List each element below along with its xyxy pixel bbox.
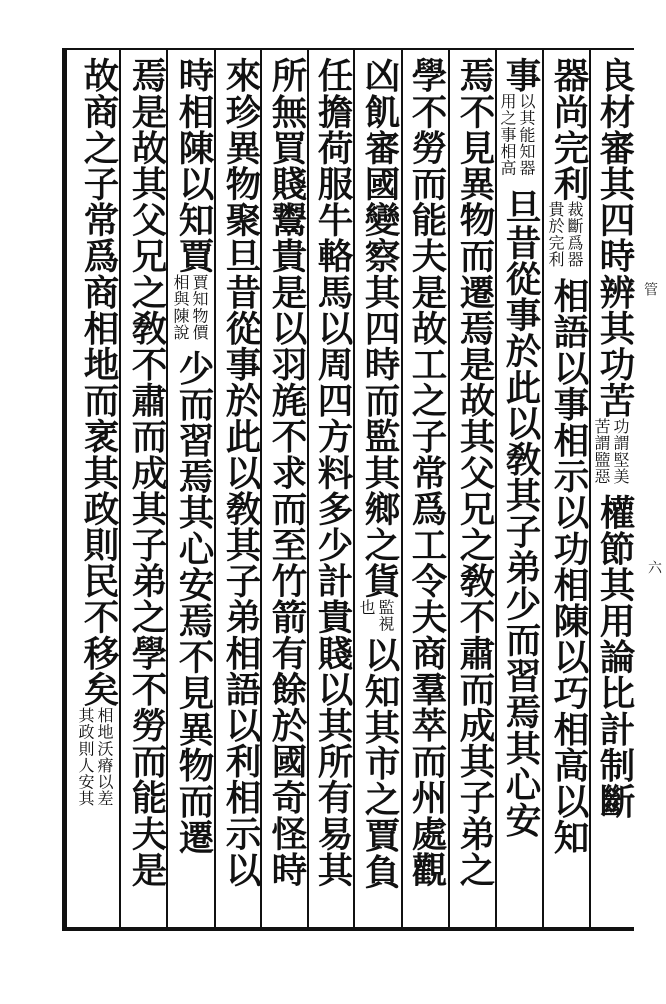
main-text: 器尚完利	[548, 57, 589, 202]
main-text: 相語以事相示以功相陳以巧相高以知	[548, 277, 589, 856]
text-column	[264, 57, 307, 888]
main-text: 所無買賤鬻貴是以羽旄不求而至竹箭有餘於國奇怪時	[266, 57, 307, 888]
main-text: 以知其市之賈負	[359, 636, 400, 890]
text-column	[218, 57, 261, 888]
main-text: 故商之子常爲商相地而衺其政則民不移矣	[78, 57, 119, 707]
main-text: 焉不見異物而遷焉是故其父兄之敎不肅而成其子弟之	[454, 57, 495, 888]
annotation-note: 裁斷爲器貴於完利	[546, 201, 584, 268]
column-rule	[214, 50, 216, 929]
text-column	[171, 57, 214, 856]
main-text: 旦昔從事於此以敎其子弟少而習焉其心安	[500, 188, 541, 838]
main-text: 少而習焉其心安焉不見異物而遷	[173, 349, 214, 856]
column-rule	[119, 50, 121, 929]
text-column	[357, 57, 400, 890]
column-rule	[448, 50, 450, 929]
main-text: 權節其用論比計制斷	[594, 494, 635, 819]
annotation-note: 賈知物價相與陳說	[171, 273, 209, 341]
main-text: 良材審其四時辨其功苦	[594, 57, 635, 418]
main-text: 學不勞而能夫是故工之子常爲工令夫商羣萃而州處觀	[406, 57, 447, 888]
main-text: 事	[500, 57, 541, 94]
text-column	[76, 57, 119, 821]
text-column	[546, 57, 589, 856]
text-column	[124, 57, 167, 888]
main-text: 任擔荷服牛輅馬以周四方料多少計貴賤以其所有易其	[312, 57, 353, 888]
margin-mark-top: 管	[642, 282, 658, 296]
text-column	[404, 57, 447, 888]
text-column	[592, 57, 635, 819]
margin-mark-bottom: 六	[646, 560, 662, 574]
annotation-note: 相地沃瘠以差其政則人安其	[76, 706, 114, 807]
main-text: 來珍異物聚旦昔從事於此以敎其子弟相語以利相示以	[220, 57, 261, 888]
main-text: 時相陳以知賈	[173, 57, 214, 274]
annotation-note: 以其能知器用之事相高	[498, 93, 536, 177]
text-column	[452, 57, 495, 888]
column-rule	[401, 50, 403, 929]
main-text: 凶飢審國變察其四時而監其鄉之貨	[359, 57, 400, 599]
column-rule	[307, 50, 309, 929]
main-text: 焉是故其父兄之敎不肅而成其子弟之學不勞而能夫是	[126, 57, 167, 888]
text-column	[310, 57, 353, 888]
text-column	[498, 57, 541, 838]
annotation-note: 監視也	[357, 598, 395, 632]
annotation-note: 功謂堅美苦謂盬惡	[592, 418, 630, 485]
